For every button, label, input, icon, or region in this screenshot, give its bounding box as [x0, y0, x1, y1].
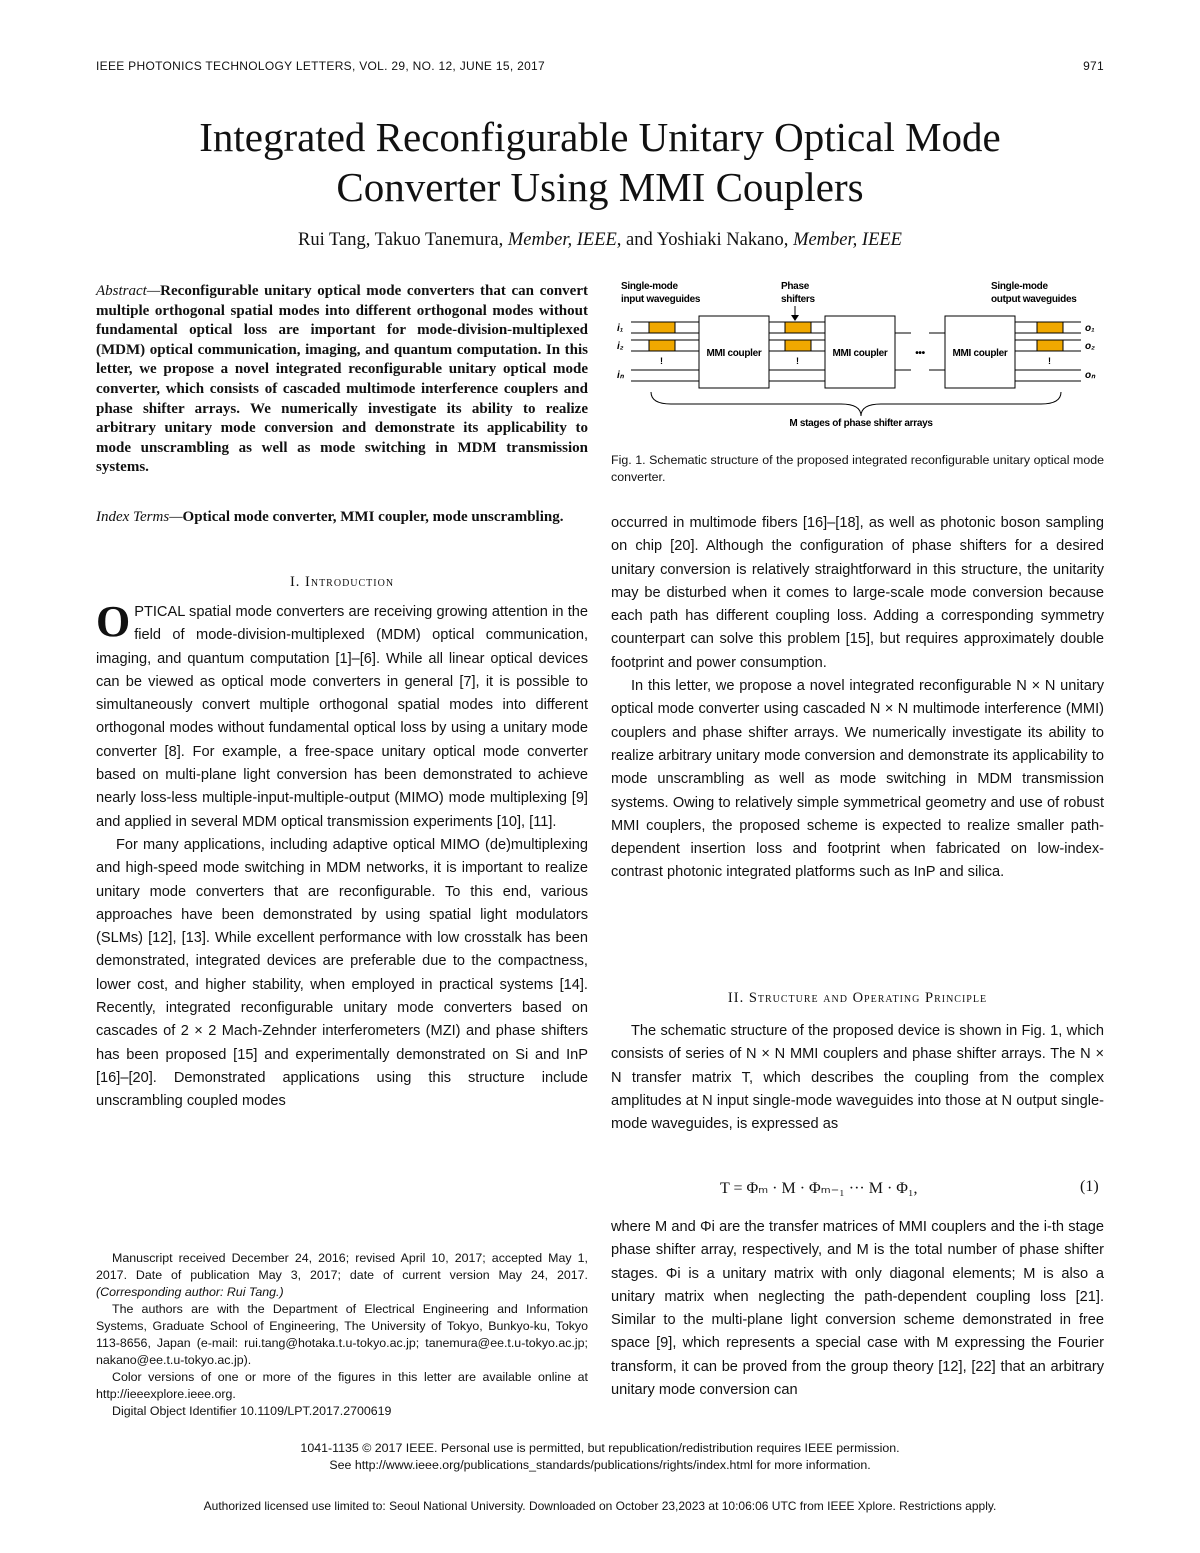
intro-paragraph-1: OPTICAL spatial mode converters are receiving growing attention in the field of mode-division-multiplexed (MDM) optical communication, imaging, and quantum computation [1]–[6]. While all linear optical devices can be viewed as optical mode converters in general [7], it is possible to simultaneously convert multiple orthogonal spatial modes into different orthogonal modes without fundamental optical loss by using a unitary mode converter [8]. For example, a free-space unitary optical mode converter based on multi-plane light conversion has been demonstrated to achieve nearly loss-less multiple-input-multiple-output (MIMO) mode multiplexing [9] and applied in several MDM optical transmission experiments [10], [11]. [96, 597, 588, 830]
output-label-n: oₙ [1085, 370, 1096, 381]
equation-1: T = Φₘ · M · Φₘ₋₁ ··· M · Φ₁, [720, 1180, 918, 1197]
title-line-1: Integrated Reconfigurable Unitary Optical Mode [199, 114, 1001, 160]
structure-body [611, 1020, 1104, 1136]
author-1: Rui Tang, Takuo Tanemura, [298, 230, 508, 250]
copyright-line-1: 1041-1135 © 2017 IEEE. Personal use is permitted, but republication/redistribution requires IEEE permission. [300, 1441, 900, 1455]
label-input-waveguides: Single-mode [621, 281, 678, 292]
figure-1 [611, 278, 1104, 438]
mmi-label-1: MMI coupler [706, 348, 762, 359]
introduction-body [96, 597, 588, 1114]
stages-brace [651, 392, 1061, 416]
footnote-doi: Digital Object Identifier 10.1109/LPT.2017.2700619 [112, 1404, 392, 1418]
label-phase-shifters: Phase [781, 281, 809, 292]
phase-arrow-head [791, 315, 799, 321]
equation-1-number: (1) [1080, 1178, 1099, 1195]
output-label-1: o₁ [1085, 323, 1095, 334]
phase-dots-2: ! [796, 356, 799, 366]
drop-cap: O [96, 597, 131, 646]
input-label-1: i₁ [617, 323, 624, 334]
intro-paragraph-2: For many applications, including adaptive optical MIMO (de)multiplexing and high-speed mode switching in MDM networks, it is important to realize unitary mode converters that are reconfigurable. To this end, various approaches have been demonstrated by using spatial light modulators (SLMs) [12], [13]. While excellent performance with low crosstalk has been demonstrated, integrated devices are preferable due to the compactness, lower cost, and higher stability, when employed in practical systems [14]. Recently, integrated reconfigurable unitary mode converters based on cascades of 2 × 2 Mach-Zehnder interferometers (MZI) and phase shifters has been proposed [15] and experimentally demonstrated on Si and InP [16]–[20]. Demonstrated applications using this structure include unscrambling coupled modes [96, 836, 588, 1110]
structure-body-2 [611, 1216, 1104, 1402]
label-output-waveguides: Single-mode [991, 281, 1048, 292]
label-output-waveguides-2: output waveguides [991, 294, 1077, 305]
authorized-use-notice: Authorized licensed use limited to: Seoul National University. Downloaded on October 23,2023 at 10:06:06 UTC from IEEE Xplore. Restrictions apply. [203, 1499, 997, 1513]
author-role-1: Member, IEEE [507, 230, 617, 250]
section-heading-introduction: I. Introduction [289, 574, 395, 590]
author-list [60, 230, 1140, 251]
structure-paragraph-1: The schematic structure of the proposed device is shown in Fig. 1, which consists of series of N × N MMI couplers and phase shifter arrays. The N × N transfer matrix T, which describes the coupling from the complex amplitudes at N input single-mode waveguides into those at N output single-mode waveguides, is expressed as [611, 1023, 1104, 1133]
label-input-waveguides-2: input waveguides [621, 294, 701, 305]
input-label-n: iₙ [617, 370, 624, 381]
author-role-2: Member, IEEE [793, 230, 902, 250]
running-header [96, 59, 1104, 77]
footnote-color: Color versions of one or more of the figures in this letter are available online at http://ieeexplore.ieee.org. [96, 1370, 588, 1401]
phase-dots-3: ! [1048, 356, 1051, 366]
section-heading-structure: II. Structure and Operating Principle [727, 990, 988, 1006]
index-terms-label: Index Terms— [96, 509, 183, 525]
structure-paragraph-2: where M and Φi are the transfer matrices of MMI couplers and the i-th stage phase shifter array, respectively, and M is the total number of phase shifter stages. Φi is a unitary matrix with only diagonal elements; M is also a unitary matrix when neglecting the path-dependent coupling loss [21]. Similar to the multi-plane light conversion scheme demonstrated in free space [9], which represents a special case with M expressing the Fourier transform, it can be proved from the group theory [12], [22] that an arbitrary unitary mode conversion can [611, 1219, 1104, 1399]
copyright-line-2: See http://www.ieee.org/publications_standards/publications/rights/index.html for more information. [329, 1458, 871, 1472]
right-paragraph-1: occurred in multimode fibers [16]–[18], as well as photonic boson sampling on chip [20]. Although the configuration of phase shifters for a desired unitary conversion is relatively straightforward in this structure, the unitarity may be disturbed when it comes to large-scale mode conversion because each path has different coupling loss. Adding a corresponding symmetry counterpart can solve this problem [15], but requires approximately double footprint and power consumption. [611, 515, 1104, 671]
title-line-2: Converter Using MMI Couplers [336, 164, 864, 210]
copyright-notice [96, 1440, 1104, 1474]
label-phase-shifters-2: shifters [781, 294, 815, 305]
journal-header: IEEE PHOTONICS TECHNOLOGY LETTERS, VOL. 29, NO. 12, JUNE 15, 2017 [96, 59, 545, 73]
abstract-label: Abstract— [96, 283, 161, 299]
input-label-2: i₂ [617, 341, 624, 352]
stage-ellipsis: ••• [915, 348, 925, 359]
right-column-body [611, 512, 1104, 885]
abstract [96, 282, 588, 478]
abstract-text: Reconfigurable unitary optical mode converters that can convert multiple orthogonal spatial modes into different orthogonal modes without fundamental optical loss are important for mode-division-multiplexed (MDM) optical communication, imaging, and quantum computation. In this letter, we propose a novel integrated reconfigurable unitary optical mode converter, which consists of cascaded multimode interference couplers and phase shifter arrays. We numerically investigate its ability to realize arbitrary unitary mode conversion and demonstrate its applicability to mode unscrambling as well as mode switching in MDM transmission systems. [96, 283, 588, 476]
output-label-2: o₂ [1085, 341, 1095, 352]
figure-1-diagram [611, 278, 1104, 438]
footnote-affiliation: The authors are with the Department of Electrical Engineering and Information Systems, Graduate School of Engineering, The University of Tokyo, Bunkyo-ku, Tokyo 113-8656, Japan (e-mail: rui.tang@hotaka.t.u-tokyo.ac.jp; tanemura@ee.t.u-tokyo.ac.jp; nakano@ee.t.u-tokyo.ac.jp). [96, 1302, 588, 1367]
author-2: , and Yoshiaki Nakano, [616, 230, 794, 250]
index-terms-text: Optical mode converter, MMI coupler, mode unscrambling. [182, 509, 564, 525]
stages-label: M stages of phase shifter arrays [789, 418, 933, 429]
mmi-label-2: MMI coupler [832, 348, 888, 359]
right-paragraph-2: In this letter, we propose a novel integrated reconfigurable N × N unitary optical mode converter using cascaded N × N multimode interference (MMI) couplers and phase shifter arrays. We numerically investigate its ability to realize arbitrary unitary mode conversion and demonstrate its applicability to mode unscrambling as well as mode switching in MDM transmission systems. Owing to relatively simple symmetrical geometry and use of robust MMI couplers, the proposed scheme is expected to realize smaller path-dependent insertion loss and footprint when fabricated on low-index-contrast photonic integrated platforms such as InP and silica. [611, 678, 1104, 881]
phase-dots-1: ! [660, 356, 663, 366]
index-terms [96, 508, 588, 528]
footnotes [96, 1250, 588, 1420]
paper-title [60, 112, 1140, 212]
figure-1-caption: Fig. 1. Schematic structure of the proposed integrated reconfigurable unitary optical mode converter. [611, 453, 1104, 484]
footnote-manuscript: Manuscript received December 24, 2016; revised April 10, 2017; accepted May 1, 2017. Date of publication May 3, 2017; date of current version May 24, 2017. (Corresponding author: Rui Tang.) [96, 1251, 588, 1299]
mmi-label-3: MMI coupler [952, 348, 1008, 359]
page-number: 971 [1083, 59, 1104, 73]
